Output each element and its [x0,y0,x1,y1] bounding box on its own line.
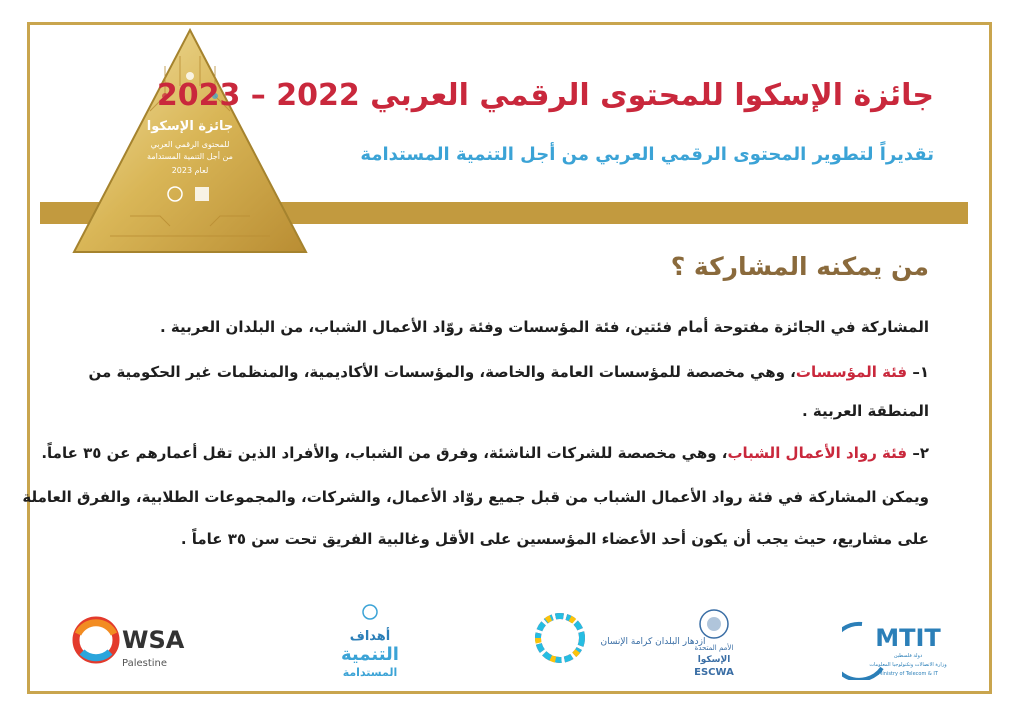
item2-line3 [114,530,929,548]
item1-text: ، وهي مخصصة للمؤسسات العامة والخاصة، والمؤسسات الأكاديمية، والمنظمات غير الحكومية من [88,363,796,381]
sdg-line2: التنمية [341,644,399,665]
intro-text: المشاركة في الجائزة مفتوحة أمام فئتين، فئة المؤسسات وفئة روّاد الأعمال الشباب، من البلدان العربية . [159,318,929,336]
badge-line1: جائزة الإسكوا [146,119,234,134]
escwa-tagline: ازدهار البلدان كرامة الإنسان [600,637,706,647]
wsa-sub: Palestine [122,658,168,669]
item2-text3: على مشاريع، حيث يجب أن يكون أحد الأعضاء المؤسسين على الأقل وغالبية الفريق تحت سن ٣٥ عاماً . [180,530,929,548]
item2-line1 [41,444,929,462]
item1-highlight: فئة المؤسسات [795,363,908,381]
mtit-logo [842,604,967,680]
item1-line1 [88,363,929,381]
badge-line4: لعام 2023 [171,166,209,175]
sdg-wheel-icon [538,616,582,660]
escwa-ar: الإسكوا [697,655,731,665]
mtit-state: دولة فلسطين [893,653,923,659]
sdg-line1: أهداف [349,629,391,644]
item1-number: ١– [907,363,929,381]
section-heading: من يمكنه المشاركة ؟ [670,252,929,281]
item2-highlight: فئة رواد الأعمال الشباب [727,444,908,462]
footer-logos [0,600,1024,680]
sdg-logo [330,602,410,680]
mtit-text: MTIT [875,624,941,652]
page-subtitle: تقديراً لتطوير المحتوى الرقمي العربي من أجل التنمية المستدامة [360,144,934,165]
sdg-line3: المستدامة [342,666,398,679]
award-badge [70,26,310,256]
wsa-text: WSA [122,626,185,654]
item1-text2: المنطقة العربية . [801,402,929,420]
badge-line2: للمحتوى الرقمي العربي [150,140,230,149]
page-title: جائزة الإسكوا للمحتوى الرقمي العربي 2022 – 2023 [156,78,934,113]
badge-line3: من أجل التنمية المستدامة [147,152,233,161]
mtit-ar: وزارة الاتصالات وتكنولوجيا المعلومات [869,662,947,668]
wsa-logo [70,612,230,672]
intro-paragraph [114,318,929,336]
escwa-un-text: الأمم المتحدة [694,644,734,652]
escwa-logo [528,604,748,680]
un-emblem-icon [363,605,377,619]
badge-escwa-icon [195,187,209,201]
item1-line2 [114,402,929,420]
item2-line2 [22,488,929,506]
item2-number: ٢– [907,444,929,462]
item2-text2: ويمكن المشاركة في فئة رواد الأعمال الشباب من قبل جميع روّاد الأعمال، والشركات، والمجموعات الطلابية، والفرق العاملة [22,488,929,506]
escwa-en: ESCWA [694,667,734,678]
item2-text: ، وهي مخصصة للشركات الناشئة، وفرق من الشباب، والأفراد الذين تقل أعمارهم عن ٣٥ عاماً. [41,444,728,462]
mtit-en: Ministry of Telecom & IT [878,671,938,677]
